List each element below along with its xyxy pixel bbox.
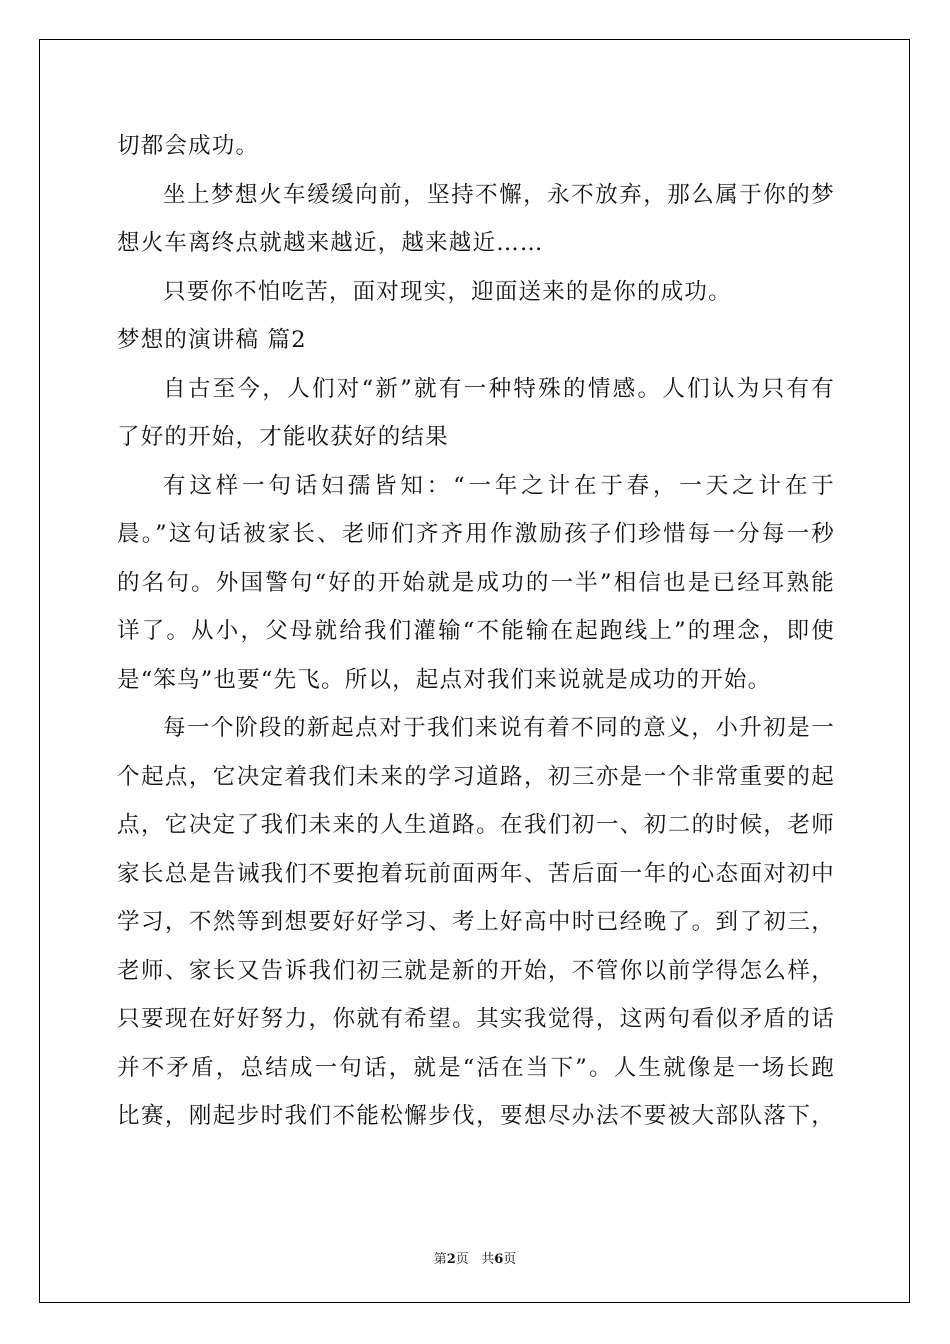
footer-suffix: 页 bbox=[503, 1252, 517, 1267]
footer-mid: 页 共 bbox=[455, 1252, 495, 1267]
text-line: 只要现在好好努力，你就有希望。其实我觉得，这两句看似矛盾的话 bbox=[117, 1006, 835, 1032]
text-line: 比赛，刚起步时我们不能松懈步伐，要想尽办法不要被大部队落下， bbox=[117, 1103, 835, 1129]
text-line: 个起点，它决定着我们未来的学习道路，初三亦是一个非常重要的起 bbox=[117, 763, 835, 790]
text-line: 想火车离终点就越来越近，越来越近…… bbox=[117, 230, 544, 256]
text-line: 的名句。外国警句“好的开始就是成功的一半”相信也是已经耳熟能 bbox=[117, 569, 835, 596]
text-line: 坐上梦想火车缓缓向前，坚持不懈，永不放弃，那么属于你的梦 bbox=[163, 181, 835, 208]
section-heading: 梦想的演讲稿 篇2 bbox=[117, 327, 307, 353]
text-line: 自古至今，人们对“新”就有一种特殊的情感。人们认为只有有 bbox=[163, 375, 835, 402]
text-line: 学习，不然等到想要好好学习、考上好高中时已经晚了。到了初三， bbox=[117, 909, 835, 935]
document-body bbox=[117, 122, 835, 1141]
text-line: 详了。从小，父母就给我们灌输“不能输在起跑线上”的理念，即使 bbox=[117, 618, 835, 644]
text-line: 家长总是告诫我们不要抱着玩前面两年、苦后面一年的心态面对初中 bbox=[117, 860, 835, 887]
footer-page-number: 2 bbox=[446, 1252, 456, 1267]
text-line: 点，它决定了我们未来的人生道路。在我们初一、初二的时候，老师 bbox=[117, 812, 835, 838]
text-line: 了好的开始，才能收获好的结果 bbox=[117, 424, 449, 450]
page-footer bbox=[0, 1248, 950, 1267]
text-line: 只要你不怕吃苦，面对现实，迎面送来的是你的成功。 bbox=[163, 278, 732, 305]
text-line: 每一个阶段的新起点对于我们来说有着不同的意义，小升初是一 bbox=[163, 715, 835, 741]
text-line: 是“笨鸟”也要“先飞。所以，起点对我们来说就是成功的开始。 bbox=[117, 666, 772, 693]
footer-prefix: 第 bbox=[433, 1252, 447, 1267]
text-line: 晨。”这句话被家长、老师们齐齐用作激励孩子们珍惜每一分每一秒 bbox=[117, 521, 835, 547]
text-line: 并不矛盾，总结成一句话，就是“活在当下”。人生就像是一场长跑 bbox=[117, 1054, 835, 1081]
text-line: 有这样一句话妇孺皆知：“一年之计在于春，一天之计在于 bbox=[163, 472, 835, 499]
text-line: 切都会成功。 bbox=[117, 133, 260, 159]
text-line: 老师、家长又告诉我们初三就是新的开始，不管你以前学得怎么样， bbox=[117, 957, 835, 984]
footer-total-pages: 6 bbox=[494, 1252, 504, 1267]
